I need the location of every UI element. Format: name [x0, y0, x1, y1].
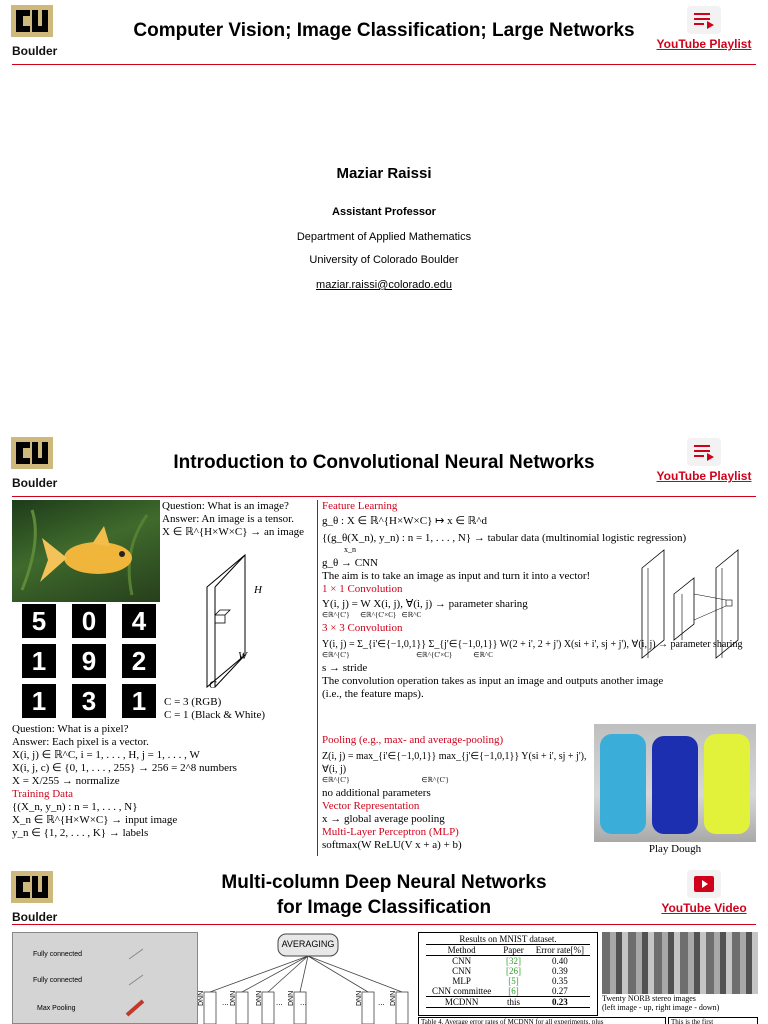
ellipsis: ... — [300, 998, 307, 1007]
image-question-block — [162, 500, 314, 539]
conv1x1-subscripts: ∈ℝ^{C'} ∈ℝ^{C'×C} ∈ℝ^C — [322, 611, 422, 619]
dnn-label: DNN — [390, 990, 397, 1006]
answer-pixel: Answer: Each pixel is a vector. — [12, 736, 149, 748]
cnn-definition: g_θ → CNN — [322, 557, 378, 569]
mnist-digit: 2 — [122, 644, 156, 678]
tabular-data-equation: {(g_θ(X_n), y_n) : n = 1, . . . , N} → tabular data (multinomial logistic regression) — [322, 532, 687, 544]
question-pixel: Question: What is a pixel? — [12, 723, 129, 735]
table-cell: 0.23 — [530, 997, 590, 1008]
table-cell: 0.35 — [552, 976, 568, 986]
dnn-label: DNN — [256, 990, 263, 1006]
aim-text: The aim is to take an image as input and turn it into a vector! — [322, 570, 591, 582]
author-position: Assistant Professor — [332, 206, 436, 218]
convolution-description: The convolution operation takes as input an image and outputs another image — [322, 675, 664, 687]
table-row — [426, 966, 590, 976]
convolution-diagram — [636, 544, 758, 664]
header-rule — [12, 924, 756, 925]
table4-caption: Table 4. Average error rates of MCDNN for all experiments, plus — [418, 1017, 666, 1024]
arch-label-max-pooling: Max Pooling — [37, 1005, 76, 1012]
table-row — [426, 976, 590, 986]
training-data-heading: Training Data — [12, 788, 74, 800]
table-header: Error rate[%] — [530, 945, 590, 956]
table-caption: Results on MNIST dataset. — [459, 934, 557, 944]
feature-maps-note: (i.e., the feature maps). — [322, 688, 424, 700]
ellipsis: ... — [276, 998, 283, 1007]
cu-logo-icon — [10, 4, 54, 38]
mnist-results-table — [418, 932, 598, 1016]
slide-title-line1: Multi-column Deep Neural Networks — [221, 872, 547, 893]
pooling-heading: Pooling (e.g., max- and average-pooling) — [322, 734, 504, 746]
cu-logo — [10, 870, 60, 924]
labels: y_n ∈ {1, 2, . . . , K} → labels — [12, 827, 149, 839]
logo-text: Boulder — [12, 476, 58, 490]
conv1x1-equation: Y(i, j) = W X(i, j), ∀(i, j) → parameter sharing — [322, 598, 528, 610]
x-n-underbrace: x_n — [344, 545, 356, 554]
slide-cnn-intro — [0, 432, 768, 864]
mnist-digits — [12, 604, 160, 722]
table-cell: 0.40 — [552, 956, 568, 966]
stride-definition: s → stride — [322, 662, 368, 674]
channel-counts — [164, 696, 314, 722]
table-cell: [6] — [508, 986, 519, 996]
conv3x3-subscripts: ∈ℝ^{C'} ∈ℝ^{C'×C} ∈ℝ^C — [322, 651, 493, 659]
bw-channels: C = 1 (Black & White) — [164, 709, 266, 721]
answer-image: Answer: An image is a tensor. — [162, 513, 294, 525]
youtube-video-label: YouTube Video — [661, 901, 747, 915]
arch-label-fully-connected: Fully connected — [33, 951, 83, 958]
training-set: {(X_n, y_n) : n = 1, . . . , N} — [12, 801, 138, 813]
cu-logo — [10, 436, 60, 490]
cu-logo — [10, 4, 60, 58]
table-cell: CNN — [452, 956, 472, 966]
youtube-playlist-label: YouTube Playlist — [656, 469, 752, 483]
mnist-digit: 4 — [122, 604, 156, 638]
ellipsis: ... — [222, 998, 229, 1007]
softmax-equation: softmax(W ReLU(V x + a) + b) — [322, 839, 462, 851]
feature-map-equation: g_θ : X ∈ ℝ^{H×W×C} ↦ x ∈ ℝ^d — [322, 515, 488, 527]
mnist-digit: 1 — [22, 684, 56, 718]
table-cell: [32] — [506, 956, 522, 966]
cu-logo-icon — [10, 436, 54, 470]
dnn-architecture-panel — [12, 932, 198, 1024]
slide-mcdnn — [0, 866, 768, 1024]
rgb-channels: C = 3 (RGB) — [164, 696, 222, 708]
arch-layer-marks — [123, 945, 163, 1024]
logo-text: Boulder — [12, 910, 58, 924]
dnn-label: DNN — [198, 990, 205, 1006]
conv3x3-heading: 3 × 3 Convolution — [322, 622, 403, 634]
table-cell: CNN committee — [432, 986, 492, 996]
table-cell: [26] — [506, 966, 522, 976]
question-image: Question: What is an image? — [162, 500, 289, 512]
author-name: Maziar Raissi — [336, 165, 432, 182]
paper-excerpt: This is the first — [668, 1017, 758, 1024]
tensor-box-diagram — [195, 547, 275, 697]
play-dough-image — [594, 724, 756, 842]
mnist-digit: 5 — [22, 604, 56, 638]
goldfish-image — [12, 500, 160, 602]
table-cell: MCDNN — [426, 997, 497, 1008]
youtube-video-link[interactable] — [654, 870, 754, 915]
header-rule — [12, 496, 756, 497]
conv3x3-equation: Y(i, j) = Σ_{i'∈{−1,0,1}} Σ_{j'∈{−1,0,1}} W(2 + i', 2 + j') X(si + i', sj + j'), ∀(i, j) → parameter sharing — [322, 639, 743, 650]
youtube-playlist-link[interactable] — [654, 6, 754, 51]
mnist-digit: 1 — [122, 684, 156, 718]
slide-title-text: Computer Vision; Image Classification; Large Networks — [133, 20, 635, 41]
slide-title-line2: for Image Classification — [276, 897, 492, 918]
pooling-subscripts: ∈ℝ^{C'} ∈ℝ^{C'} — [322, 776, 449, 784]
table-cell: this — [497, 997, 530, 1008]
column-divider — [317, 500, 318, 856]
author-university: University of Colorado Boulder — [309, 254, 459, 266]
pixel-definition: X(i, j) ∈ ℝ^C, i = 1, . . . , H, j = 1, . . . , W — [12, 749, 200, 761]
tensor-c-label: C — [209, 679, 217, 691]
pixel-block — [12, 723, 312, 840]
norb-stereo-images — [602, 932, 758, 994]
dnn-label: DNN — [230, 990, 237, 1006]
tensor-definition: X ∈ ℝ^{H×W×C} → an image — [162, 526, 305, 538]
cu-logo-icon — [10, 870, 54, 904]
mnist-digit: 0 — [72, 604, 106, 638]
pixel-values: X(i, j, c) ∈ {0, 1, . . . , 255} → 256 = 2^8 numbers — [12, 762, 237, 774]
feature-learning-heading: Feature Learning — [322, 500, 398, 512]
table-header: Paper — [497, 945, 530, 956]
playlist-icon — [687, 6, 721, 34]
averaging-label: AVERAGING — [281, 939, 335, 949]
table-cell: CNN — [452, 966, 472, 976]
table-cell: 0.27 — [552, 986, 568, 996]
video-icon — [687, 870, 721, 898]
pooling-equation: Z(i, j) = max_{i'∈{−1,0,1}} max_{j'∈{−1,0,1}} Y(si + i', sj + j'), ∀(i, j) — [322, 751, 587, 775]
input-image: X_n ∈ ℝ^{H×W×C} → input image — [12, 814, 178, 826]
logo-text: Boulder — [12, 44, 58, 58]
mnist-digit: 3 — [72, 684, 106, 718]
table-row — [426, 956, 590, 967]
table-row — [426, 986, 590, 997]
global-average-pooling: x → global average pooling — [322, 813, 445, 825]
vector-representation-heading: Vector Representation — [322, 800, 420, 812]
header-rule — [12, 64, 756, 65]
dnn-label: DNN — [288, 990, 295, 1006]
table-header: Method — [426, 945, 497, 956]
table-row — [426, 997, 590, 1008]
table-cell: [5] — [508, 976, 519, 986]
play-dough-caption: Play Dough — [648, 843, 702, 855]
youtube-playlist-label: YouTube Playlist — [656, 37, 752, 51]
table-cell: MLP — [452, 976, 471, 986]
conv1x1-heading: 1 × 1 Convolution — [322, 583, 403, 595]
slide-title — [0, 0, 768, 430]
norb-caption: Twenty NORB stereo images — [602, 994, 696, 1003]
playlist-icon — [687, 438, 721, 466]
pooling-block — [322, 734, 592, 852]
slide-title-text: Introduction to Convolutional Neural Networks — [173, 452, 595, 473]
table-cell: 0.39 — [552, 966, 568, 976]
arch-label-fully-connected: Fully connected — [33, 977, 83, 984]
mnist-digit: 1 — [22, 644, 56, 678]
dnn-label: DNN — [356, 990, 363, 1006]
norb-subcaption: (left image - up, right image - down) — [602, 1003, 720, 1012]
tensor-h-label: H — [254, 584, 262, 596]
youtube-playlist-link[interactable] — [654, 438, 754, 483]
author-department: Department of Applied Mathematics — [296, 231, 472, 243]
tensor-w-label: W — [238, 650, 248, 662]
ellipsis: ... — [378, 998, 385, 1007]
mlp-heading: Multi-Layer Perceptron (MLP) — [322, 826, 459, 838]
results-table — [426, 944, 590, 1008]
mnist-digit: 9 — [72, 644, 106, 678]
author-email-link[interactable]: maziar.raissi@colorado.edu — [316, 279, 452, 291]
no-parameters-note: no additional parameters — [322, 787, 431, 799]
normalize-step: X = X/255 → normalize — [12, 775, 120, 787]
